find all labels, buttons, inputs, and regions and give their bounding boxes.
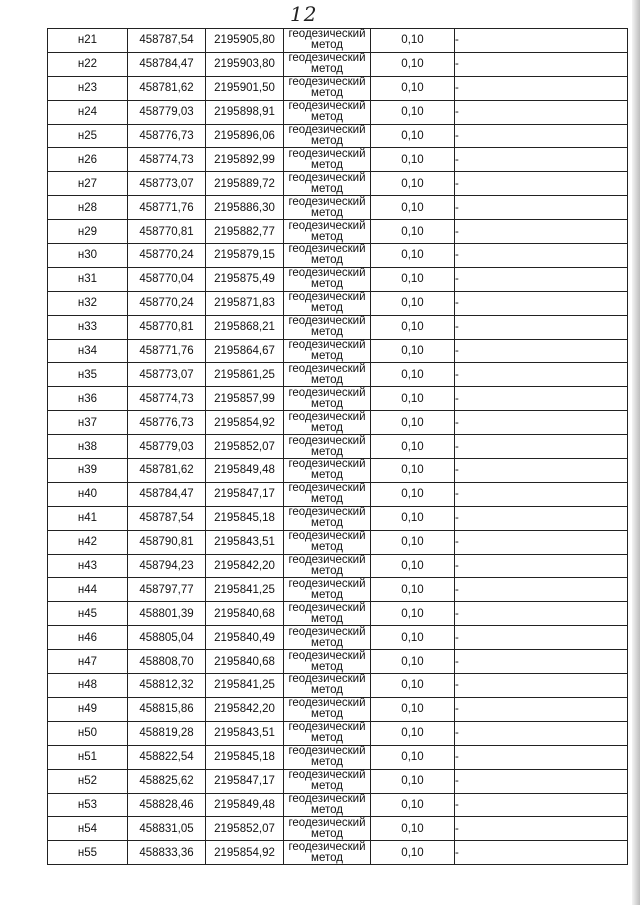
table-row	[48, 650, 628, 674]
y-coordinate-cell: 2195864,67	[206, 339, 284, 363]
y-coordinate-cell: 2195882,77	[206, 220, 284, 244]
method-text: геодезический метод	[288, 458, 366, 482]
accuracy-cell: 0,10	[371, 506, 455, 530]
method-cell	[284, 220, 371, 244]
point-name-cell: н34	[48, 339, 128, 363]
x-coordinate-cell: 458833,36	[128, 841, 206, 865]
method-cell	[284, 244, 371, 268]
point-name-cell: н53	[48, 793, 128, 817]
table-row	[48, 506, 628, 530]
note-cell: -	[455, 745, 628, 769]
table-row	[48, 172, 628, 196]
note-cell: -	[455, 626, 628, 650]
x-coordinate-cell: 458831,05	[128, 817, 206, 841]
method-cell	[284, 506, 371, 530]
note-cell: -	[455, 244, 628, 268]
x-coordinate-cell: 458770,81	[128, 220, 206, 244]
method-cell	[284, 363, 371, 387]
table-row	[48, 52, 628, 76]
x-coordinate-cell: 458797,77	[128, 578, 206, 602]
coordinates-table-body	[48, 29, 628, 865]
point-name-cell: н32	[48, 291, 128, 315]
accuracy-cell: 0,10	[371, 435, 455, 459]
method-cell	[284, 387, 371, 411]
accuracy-cell: 0,10	[371, 291, 455, 315]
method-text: геодезический метод	[288, 28, 366, 52]
accuracy-cell: 0,10	[371, 674, 455, 698]
note-cell: -	[455, 769, 628, 793]
note-cell: -	[455, 76, 628, 100]
method-text: геодезический метод	[288, 482, 366, 506]
table-row	[48, 29, 628, 53]
method-cell	[284, 817, 371, 841]
x-coordinate-cell: 458781,62	[128, 76, 206, 100]
y-coordinate-cell: 2195842,20	[206, 697, 284, 721]
accuracy-cell: 0,10	[371, 459, 455, 483]
point-name-cell: н41	[48, 506, 128, 530]
method-cell	[284, 745, 371, 769]
method-cell	[284, 602, 371, 626]
method-text: геодезический метод	[288, 362, 366, 386]
method-text: геодезический метод	[288, 745, 366, 769]
point-name-cell: н31	[48, 267, 128, 291]
method-cell	[284, 697, 371, 721]
method-text: геодезический метод	[288, 506, 366, 530]
method-cell	[284, 674, 371, 698]
point-name-cell: н37	[48, 411, 128, 435]
point-name-cell: н29	[48, 220, 128, 244]
note-cell: -	[455, 196, 628, 220]
point-name-cell: н50	[48, 721, 128, 745]
method-text: геодезический метод	[288, 673, 366, 697]
point-name-cell: н33	[48, 315, 128, 339]
x-coordinate-cell: 458812,32	[128, 674, 206, 698]
x-coordinate-cell: 458784,47	[128, 52, 206, 76]
table-row	[48, 339, 628, 363]
method-cell	[284, 793, 371, 817]
x-coordinate-cell: 458781,62	[128, 459, 206, 483]
method-cell	[284, 196, 371, 220]
x-coordinate-cell: 458779,03	[128, 435, 206, 459]
accuracy-cell: 0,10	[371, 745, 455, 769]
accuracy-cell: 0,10	[371, 172, 455, 196]
y-coordinate-cell: 2195843,51	[206, 530, 284, 554]
y-coordinate-cell: 2195889,72	[206, 172, 284, 196]
method-text: геодезический метод	[288, 267, 366, 291]
method-text: геодезический метод	[288, 195, 366, 219]
note-cell: -	[455, 506, 628, 530]
method-text: геодезический метод	[288, 386, 366, 410]
note-cell: -	[455, 650, 628, 674]
method-cell	[284, 267, 371, 291]
note-cell: -	[455, 435, 628, 459]
x-coordinate-cell: 458822,54	[128, 745, 206, 769]
method-cell	[284, 124, 371, 148]
note-cell: -	[455, 52, 628, 76]
note-cell: -	[455, 148, 628, 172]
point-name-cell: н38	[48, 435, 128, 459]
x-coordinate-cell: 458784,47	[128, 482, 206, 506]
point-name-cell: н49	[48, 697, 128, 721]
y-coordinate-cell: 2195842,20	[206, 554, 284, 578]
x-coordinate-cell: 458825,62	[128, 769, 206, 793]
x-coordinate-cell: 458770,24	[128, 244, 206, 268]
y-coordinate-cell: 2195854,92	[206, 411, 284, 435]
accuracy-cell: 0,10	[371, 100, 455, 124]
y-coordinate-cell: 2195861,25	[206, 363, 284, 387]
y-coordinate-cell: 2195903,80	[206, 52, 284, 76]
x-coordinate-cell: 458774,73	[128, 148, 206, 172]
y-coordinate-cell: 2195845,18	[206, 745, 284, 769]
table-row	[48, 482, 628, 506]
method-cell	[284, 578, 371, 602]
table-row	[48, 363, 628, 387]
note-cell: -	[455, 124, 628, 148]
x-coordinate-cell: 458771,76	[128, 339, 206, 363]
table-row	[48, 721, 628, 745]
y-coordinate-cell: 2195892,99	[206, 148, 284, 172]
accuracy-cell: 0,10	[371, 602, 455, 626]
x-coordinate-cell: 458770,04	[128, 267, 206, 291]
y-coordinate-cell: 2195845,18	[206, 506, 284, 530]
method-text: геодезический метод	[288, 697, 366, 721]
method-text: геодезический метод	[288, 52, 366, 76]
point-name-cell: н26	[48, 148, 128, 172]
x-coordinate-cell: 458779,03	[128, 100, 206, 124]
x-coordinate-cell: 458805,04	[128, 626, 206, 650]
method-text: геодезический метод	[288, 291, 366, 315]
table-row	[48, 267, 628, 291]
note-cell: -	[455, 267, 628, 291]
page-number: 12	[290, 2, 318, 26]
method-cell	[284, 650, 371, 674]
y-coordinate-cell: 2195898,91	[206, 100, 284, 124]
note-cell: -	[455, 315, 628, 339]
method-text: геодезический метод	[288, 769, 366, 793]
point-name-cell: н44	[48, 578, 128, 602]
method-text: геодезический метод	[288, 100, 366, 124]
note-cell: -	[455, 482, 628, 506]
method-text: геодезический метод	[288, 601, 366, 625]
x-coordinate-cell: 458776,73	[128, 124, 206, 148]
y-coordinate-cell: 2195901,50	[206, 76, 284, 100]
method-text: геодезический метод	[288, 339, 366, 363]
method-cell	[284, 769, 371, 793]
x-coordinate-cell: 458770,81	[128, 315, 206, 339]
y-coordinate-cell: 2195896,06	[206, 124, 284, 148]
x-coordinate-cell: 458787,54	[128, 29, 206, 53]
point-name-cell: н52	[48, 769, 128, 793]
note-cell: -	[455, 793, 628, 817]
y-coordinate-cell: 2195852,07	[206, 435, 284, 459]
accuracy-cell: 0,10	[371, 315, 455, 339]
x-coordinate-cell: 458770,24	[128, 291, 206, 315]
method-cell	[284, 52, 371, 76]
note-cell: -	[455, 721, 628, 745]
method-text: геодезический метод	[288, 434, 366, 458]
point-name-cell: н36	[48, 387, 128, 411]
y-coordinate-cell: 2195852,07	[206, 817, 284, 841]
x-coordinate-cell: 458773,07	[128, 363, 206, 387]
accuracy-cell: 0,10	[371, 196, 455, 220]
method-text: геодезический метод	[288, 147, 366, 171]
note-cell: -	[455, 220, 628, 244]
accuracy-cell: 0,10	[371, 530, 455, 554]
y-coordinate-cell: 2195886,30	[206, 196, 284, 220]
note-cell: -	[455, 29, 628, 53]
note-cell: -	[455, 554, 628, 578]
accuracy-cell: 0,10	[371, 769, 455, 793]
method-text: геодезический метод	[288, 243, 366, 267]
table-row	[48, 530, 628, 554]
accuracy-cell: 0,10	[371, 721, 455, 745]
method-text: геодезический метод	[288, 410, 366, 434]
accuracy-cell: 0,10	[371, 52, 455, 76]
y-coordinate-cell: 2195840,68	[206, 602, 284, 626]
method-cell	[284, 459, 371, 483]
method-cell	[284, 291, 371, 315]
y-coordinate-cell: 2195905,80	[206, 29, 284, 53]
method-text: геодезический метод	[288, 554, 366, 578]
accuracy-cell: 0,10	[371, 817, 455, 841]
method-text: геодезический метод	[288, 816, 366, 840]
point-name-cell: н51	[48, 745, 128, 769]
y-coordinate-cell: 2195840,49	[206, 626, 284, 650]
accuracy-cell: 0,10	[371, 793, 455, 817]
note-cell: -	[455, 841, 628, 865]
table-row	[48, 674, 628, 698]
table-row	[48, 841, 628, 865]
method-text: геодезический метод	[288, 171, 366, 195]
note-cell: -	[455, 674, 628, 698]
method-cell	[284, 100, 371, 124]
table-row	[48, 769, 628, 793]
table-row	[48, 602, 628, 626]
table-row	[48, 697, 628, 721]
point-name-cell: н47	[48, 650, 128, 674]
point-name-cell: н27	[48, 172, 128, 196]
x-coordinate-cell: 458819,28	[128, 721, 206, 745]
note-cell: -	[455, 339, 628, 363]
method-cell	[284, 482, 371, 506]
accuracy-cell: 0,10	[371, 124, 455, 148]
accuracy-cell: 0,10	[371, 411, 455, 435]
method-cell	[284, 339, 371, 363]
table-row	[48, 626, 628, 650]
note-cell: -	[455, 387, 628, 411]
note-cell: -	[455, 530, 628, 554]
method-text: геодезический метод	[288, 124, 366, 147]
y-coordinate-cell: 2195847,17	[206, 482, 284, 506]
table-row	[48, 817, 628, 841]
table-row	[48, 76, 628, 100]
accuracy-cell: 0,10	[371, 841, 455, 865]
coordinates-table	[47, 28, 628, 865]
y-coordinate-cell: 2195857,99	[206, 387, 284, 411]
method-cell	[284, 315, 371, 339]
table-row	[48, 100, 628, 124]
method-text: геодезический метод	[288, 76, 366, 100]
note-cell: -	[455, 172, 628, 196]
method-cell	[284, 721, 371, 745]
table-row	[48, 291, 628, 315]
x-coordinate-cell: 458801,39	[128, 602, 206, 626]
method-cell	[284, 172, 371, 196]
method-text: геодезический метод	[288, 219, 366, 243]
y-coordinate-cell: 2195868,21	[206, 315, 284, 339]
method-cell	[284, 411, 371, 435]
x-coordinate-cell: 458787,54	[128, 506, 206, 530]
y-coordinate-cell: 2195841,25	[206, 578, 284, 602]
accuracy-cell: 0,10	[371, 148, 455, 172]
point-name-cell: н45	[48, 602, 128, 626]
table-row	[48, 315, 628, 339]
table-row	[48, 745, 628, 769]
table-row	[48, 244, 628, 268]
method-text: геодезический метод	[288, 530, 366, 554]
point-name-cell: н40	[48, 482, 128, 506]
accuracy-cell: 0,10	[371, 76, 455, 100]
note-cell: -	[455, 291, 628, 315]
table-row	[48, 459, 628, 483]
point-name-cell: н46	[48, 626, 128, 650]
method-cell	[284, 435, 371, 459]
note-cell: -	[455, 459, 628, 483]
table-row	[48, 435, 628, 459]
point-name-cell: н55	[48, 841, 128, 865]
scan-edge-shadow	[632, 0, 640, 905]
x-coordinate-cell: 458771,76	[128, 196, 206, 220]
table-row	[48, 578, 628, 602]
method-text: геодезический метод	[288, 577, 366, 601]
note-cell: -	[455, 363, 628, 387]
point-name-cell: н21	[48, 29, 128, 53]
y-coordinate-cell: 2195879,15	[206, 244, 284, 268]
point-name-cell: н35	[48, 363, 128, 387]
note-cell: -	[455, 578, 628, 602]
table-row	[48, 387, 628, 411]
note-cell: -	[455, 817, 628, 841]
point-name-cell: н43	[48, 554, 128, 578]
x-coordinate-cell: 458776,73	[128, 411, 206, 435]
y-coordinate-cell: 2195849,48	[206, 459, 284, 483]
point-name-cell: н23	[48, 76, 128, 100]
accuracy-cell: 0,10	[371, 578, 455, 602]
note-cell: -	[455, 697, 628, 721]
method-cell	[284, 530, 371, 554]
y-coordinate-cell: 2195875,49	[206, 267, 284, 291]
x-coordinate-cell: 458808,70	[128, 650, 206, 674]
method-cell	[284, 554, 371, 578]
method-cell	[284, 76, 371, 100]
note-cell: -	[455, 411, 628, 435]
y-coordinate-cell: 2195871,83	[206, 291, 284, 315]
method-cell	[284, 626, 371, 650]
method-cell	[284, 841, 371, 865]
point-name-cell: н54	[48, 817, 128, 841]
method-cell	[284, 29, 371, 53]
point-name-cell: н24	[48, 100, 128, 124]
y-coordinate-cell: 2195843,51	[206, 721, 284, 745]
x-coordinate-cell: 458794,23	[128, 554, 206, 578]
accuracy-cell: 0,10	[371, 650, 455, 674]
accuracy-cell: 0,10	[371, 29, 455, 53]
y-coordinate-cell: 2195840,68	[206, 650, 284, 674]
point-name-cell: н25	[48, 124, 128, 148]
table-row	[48, 554, 628, 578]
y-coordinate-cell: 2195847,17	[206, 769, 284, 793]
accuracy-cell: 0,10	[371, 387, 455, 411]
accuracy-cell: 0,10	[371, 244, 455, 268]
accuracy-cell: 0,10	[371, 626, 455, 650]
method-text: геодезический метод	[288, 625, 366, 649]
accuracy-cell: 0,10	[371, 697, 455, 721]
accuracy-cell: 0,10	[371, 220, 455, 244]
x-coordinate-cell: 458815,86	[128, 697, 206, 721]
point-name-cell: н48	[48, 674, 128, 698]
x-coordinate-cell: 458774,73	[128, 387, 206, 411]
method-text: геодезический метод	[288, 649, 366, 673]
y-coordinate-cell: 2195849,48	[206, 793, 284, 817]
y-coordinate-cell: 2195854,92	[206, 841, 284, 865]
accuracy-cell: 0,10	[371, 482, 455, 506]
x-coordinate-cell: 458790,81	[128, 530, 206, 554]
table-row	[48, 220, 628, 244]
method-text: геодезический метод	[288, 315, 366, 339]
table-row	[48, 196, 628, 220]
point-name-cell: н39	[48, 459, 128, 483]
note-cell: -	[455, 602, 628, 626]
accuracy-cell: 0,10	[371, 554, 455, 578]
point-name-cell: н30	[48, 244, 128, 268]
method-cell	[284, 148, 371, 172]
point-name-cell: н42	[48, 530, 128, 554]
method-text: геодезический метод	[288, 840, 366, 864]
accuracy-cell: 0,10	[371, 339, 455, 363]
point-name-cell: н28	[48, 196, 128, 220]
table-row	[48, 148, 628, 172]
method-text: геодезический метод	[288, 721, 366, 745]
method-text: геодезический метод	[288, 792, 366, 816]
y-coordinate-cell: 2195841,25	[206, 674, 284, 698]
x-coordinate-cell: 458773,07	[128, 172, 206, 196]
x-coordinate-cell: 458828,46	[128, 793, 206, 817]
accuracy-cell: 0,10	[371, 267, 455, 291]
table-row	[48, 793, 628, 817]
table-row	[48, 124, 628, 148]
table-row	[48, 411, 628, 435]
accuracy-cell: 0,10	[371, 363, 455, 387]
note-cell: -	[455, 100, 628, 124]
point-name-cell: н22	[48, 52, 128, 76]
